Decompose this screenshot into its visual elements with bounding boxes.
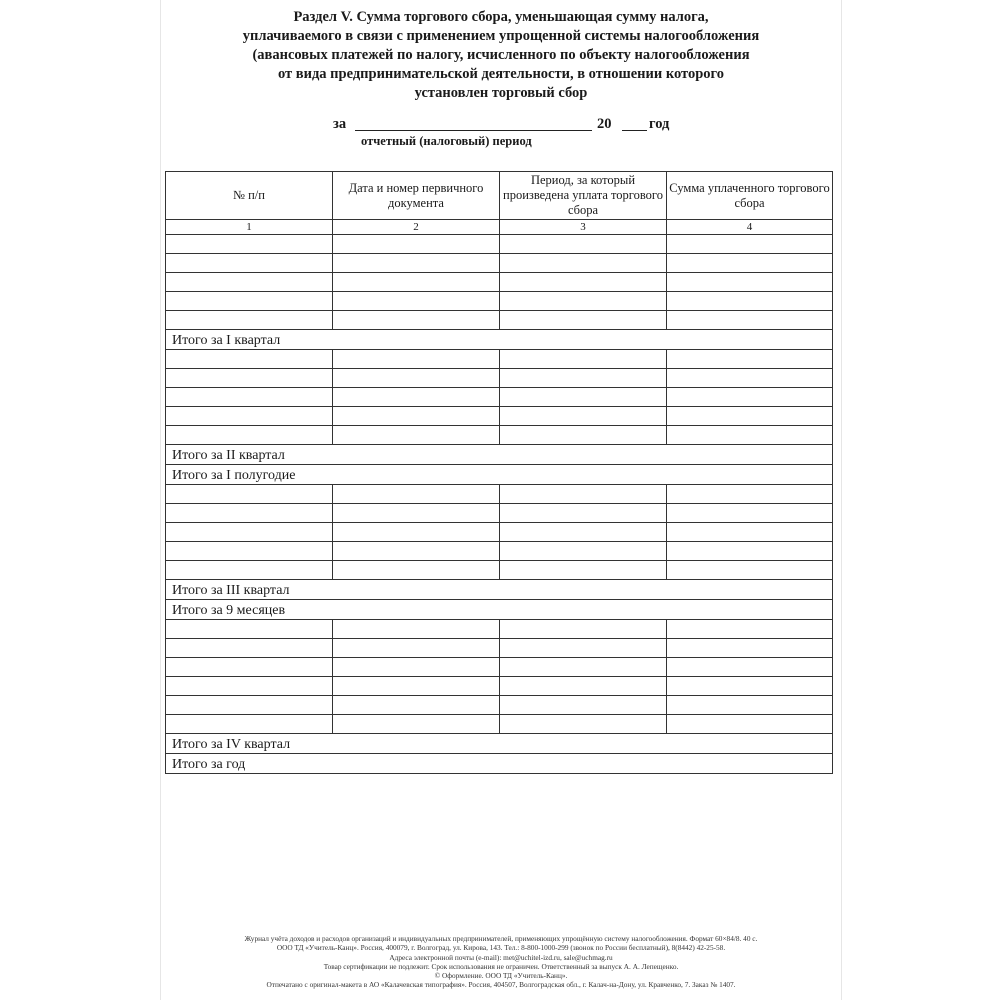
- table-row: [166, 542, 833, 561]
- footer-line: Товар сертификации не подлежит. Срок использования не ограничен. Ответственный за выпуск А. А. Лепещенко.: [323, 961, 679, 971]
- total-row-h1: [166, 465, 833, 485]
- section-heading: [161, 8, 841, 103]
- table-cell[interactable]: [667, 542, 833, 561]
- table-cell[interactable]: [166, 273, 333, 292]
- table-cell[interactable]: [500, 620, 667, 639]
- total-label: Итого за I квартал: [166, 330, 833, 350]
- table-cell[interactable]: [500, 561, 667, 580]
- table-row: [166, 311, 833, 330]
- table-cell[interactable]: [166, 350, 333, 369]
- column-numbers-row: [166, 220, 833, 235]
- table-row: [166, 235, 833, 254]
- table-cell[interactable]: [333, 273, 500, 292]
- table-cell[interactable]: [500, 485, 667, 504]
- total-label: Итого за III квартал: [166, 580, 833, 600]
- table-cell[interactable]: [166, 235, 333, 254]
- column-header-number: № п/п: [166, 172, 333, 220]
- table-cell[interactable]: [166, 639, 333, 658]
- table-cell[interactable]: [333, 620, 500, 639]
- table-cell[interactable]: [333, 677, 500, 696]
- table-cell[interactable]: [166, 504, 333, 523]
- table-cell[interactable]: [333, 407, 500, 426]
- table-cell[interactable]: [667, 311, 833, 330]
- table-cell[interactable]: [333, 350, 500, 369]
- table-cell[interactable]: [667, 407, 833, 426]
- period-caption: отчетный (налоговый) период: [361, 134, 532, 148]
- table-cell[interactable]: [333, 504, 500, 523]
- table-cell[interactable]: [166, 426, 333, 445]
- column-header-period: Период, за который произведена уплата торгового сбора: [500, 172, 667, 220]
- column-number: 2: [333, 220, 500, 235]
- table-cell[interactable]: [667, 292, 833, 311]
- table-cell[interactable]: [333, 485, 500, 504]
- table-cell[interactable]: [667, 696, 833, 715]
- table-row: [166, 561, 833, 580]
- column-number: 4: [667, 220, 833, 235]
- table-cell[interactable]: [667, 426, 833, 445]
- total-row-q2: [166, 445, 833, 465]
- table-cell[interactable]: [166, 542, 333, 561]
- table-row: [166, 715, 833, 734]
- table-cell[interactable]: [166, 523, 333, 542]
- table-cell[interactable]: [667, 639, 833, 658]
- period-prefix: за: [333, 116, 347, 132]
- table-cell[interactable]: [333, 715, 500, 734]
- table-cell[interactable]: [166, 254, 333, 273]
- year-prefix: 20: [597, 116, 612, 132]
- table-cell[interactable]: [500, 715, 667, 734]
- reporting-period-line: [161, 116, 841, 136]
- table-cell[interactable]: [667, 485, 833, 504]
- total-label: Итого за I полугодие: [166, 465, 833, 485]
- table-cell[interactable]: [500, 254, 667, 273]
- table-cell[interactable]: [166, 715, 333, 734]
- table-row: [166, 407, 833, 426]
- table-cell[interactable]: [500, 677, 667, 696]
- table-cell[interactable]: [667, 677, 833, 696]
- total-row-year: [166, 754, 833, 774]
- table-cell[interactable]: [667, 620, 833, 639]
- total-label: Итого за год: [166, 754, 833, 774]
- table-cell[interactable]: [166, 407, 333, 426]
- table-cell[interactable]: [166, 696, 333, 715]
- footer-line: Адреса электронной почты (e-mail): met@uchitel-izd.ru, sale@uchmag.ru: [389, 952, 613, 962]
- table-row: [166, 273, 833, 292]
- table-cell[interactable]: [667, 235, 833, 254]
- table-cell[interactable]: [333, 639, 500, 658]
- table-cell[interactable]: [667, 523, 833, 542]
- table-row: [166, 388, 833, 407]
- table-cell[interactable]: [500, 369, 667, 388]
- table-cell[interactable]: [667, 369, 833, 388]
- table-cell[interactable]: [667, 350, 833, 369]
- table-cell[interactable]: [500, 426, 667, 445]
- heading-line: Раздел V. Сумма торгового сбора, уменьшающая сумму налога,: [293, 9, 709, 25]
- table-cell[interactable]: [333, 542, 500, 561]
- table-cell[interactable]: [333, 369, 500, 388]
- table-cell[interactable]: [500, 696, 667, 715]
- table-cell[interactable]: [667, 504, 833, 523]
- table-cell[interactable]: [166, 485, 333, 504]
- imprint-footer: [161, 934, 841, 990]
- table-cell[interactable]: [667, 273, 833, 292]
- table-cell[interactable]: [333, 235, 500, 254]
- header-row: [166, 172, 833, 220]
- table-row: [166, 254, 833, 273]
- table-row: [166, 369, 833, 388]
- table-cell[interactable]: [500, 639, 667, 658]
- table-cell[interactable]: [166, 620, 333, 639]
- table-row: [166, 677, 833, 696]
- heading-line: от вида предпринимательской деятельности, в отношении которого: [277, 66, 725, 82]
- period-blank[interactable]: [355, 130, 592, 131]
- table-row: [166, 658, 833, 677]
- table-cell[interactable]: [333, 254, 500, 273]
- column-number: 1: [166, 220, 333, 235]
- footer-line: Журнал учёта доходов и расходов организаций и индивидуальных предпринимателей, применяющих упрощённую систему налогообложения. Формат 60×84/8. 40 с.: [244, 934, 758, 943]
- table-cell[interactable]: [333, 388, 500, 407]
- table-cell[interactable]: [500, 311, 667, 330]
- table-cell[interactable]: [500, 235, 667, 254]
- total-label: Итого за IV квартал: [166, 734, 833, 754]
- year-suffix: год: [649, 116, 670, 132]
- total-row-q4: [166, 734, 833, 754]
- table-cell[interactable]: [500, 523, 667, 542]
- table-cell[interactable]: [333, 426, 500, 445]
- table-cell[interactable]: [500, 388, 667, 407]
- table-cell[interactable]: [667, 254, 833, 273]
- table-row: [166, 426, 833, 445]
- table-cell[interactable]: [166, 311, 333, 330]
- table-cell[interactable]: [667, 388, 833, 407]
- table-row: [166, 523, 833, 542]
- heading-line: уплачиваемого в связи с применением упрощенной системы налогообложения: [242, 28, 760, 44]
- form-page: [160, 0, 842, 1000]
- table-cell[interactable]: [166, 677, 333, 696]
- trade-fee-table: [165, 171, 833, 774]
- table-cell[interactable]: [333, 561, 500, 580]
- table-cell[interactable]: [333, 523, 500, 542]
- heading-line: установлен торговый сбор: [414, 85, 588, 101]
- table-cell[interactable]: [166, 369, 333, 388]
- table-cell[interactable]: [333, 696, 500, 715]
- table-cell[interactable]: [500, 407, 667, 426]
- total-row-9m: [166, 600, 833, 620]
- table-cell[interactable]: [667, 715, 833, 734]
- table-row: [166, 620, 833, 639]
- table-row: [166, 639, 833, 658]
- total-row-q3: [166, 580, 833, 600]
- footer-line: ООО ТД «Учитель-Канц». Россия, 400079, г. Волгоград, ул. Кирова, 143. Тел.: 8-800-1000-299 (звонок по России бесплатный), 8(8442) 42-25-58.: [276, 943, 726, 953]
- total-label: Итого за II квартал: [166, 445, 833, 465]
- table-cell[interactable]: [166, 561, 333, 580]
- table-cell[interactable]: [166, 292, 333, 311]
- table-cell[interactable]: [500, 350, 667, 369]
- table-cell[interactable]: [500, 504, 667, 523]
- table-cell[interactable]: [166, 658, 333, 677]
- table-row: [166, 504, 833, 523]
- table-row: [166, 696, 833, 715]
- table-row: [166, 292, 833, 311]
- footer-line: © Оформление. ООО ТД «Учитель-Канц».: [434, 971, 568, 981]
- table-cell[interactable]: [500, 658, 667, 677]
- column-header-amount: Сумма уплаченного торгового сбора: [667, 172, 833, 220]
- table-cell[interactable]: [333, 292, 500, 311]
- table-cell[interactable]: [500, 292, 667, 311]
- table-cell[interactable]: [667, 561, 833, 580]
- table-cell[interactable]: [333, 311, 500, 330]
- table-cell[interactable]: [333, 658, 500, 677]
- table-row: [166, 485, 833, 504]
- heading-line: (авансовых платежей по налогу, исчисленного по объекту налогообложения: [252, 47, 750, 63]
- table-cell[interactable]: [500, 542, 667, 561]
- column-header-document: Дата и номер первичного документа: [333, 172, 500, 220]
- table-row: [166, 350, 833, 369]
- table-cell[interactable]: [500, 273, 667, 292]
- total-row-q1: [166, 330, 833, 350]
- column-number: 3: [500, 220, 667, 235]
- footer-line: Отпечатано с оригинал-макета в АО «Калачевская типография». Россия, 404507, Волгоградская обл., г. Калач-на-Дону, ул. Кравченко, 7. Заказ № 1407.: [266, 980, 736, 990]
- total-label: Итого за 9 месяцев: [166, 600, 833, 620]
- table-cell[interactable]: [667, 658, 833, 677]
- table-cell[interactable]: [166, 388, 333, 407]
- year-blank[interactable]: [622, 130, 647, 131]
